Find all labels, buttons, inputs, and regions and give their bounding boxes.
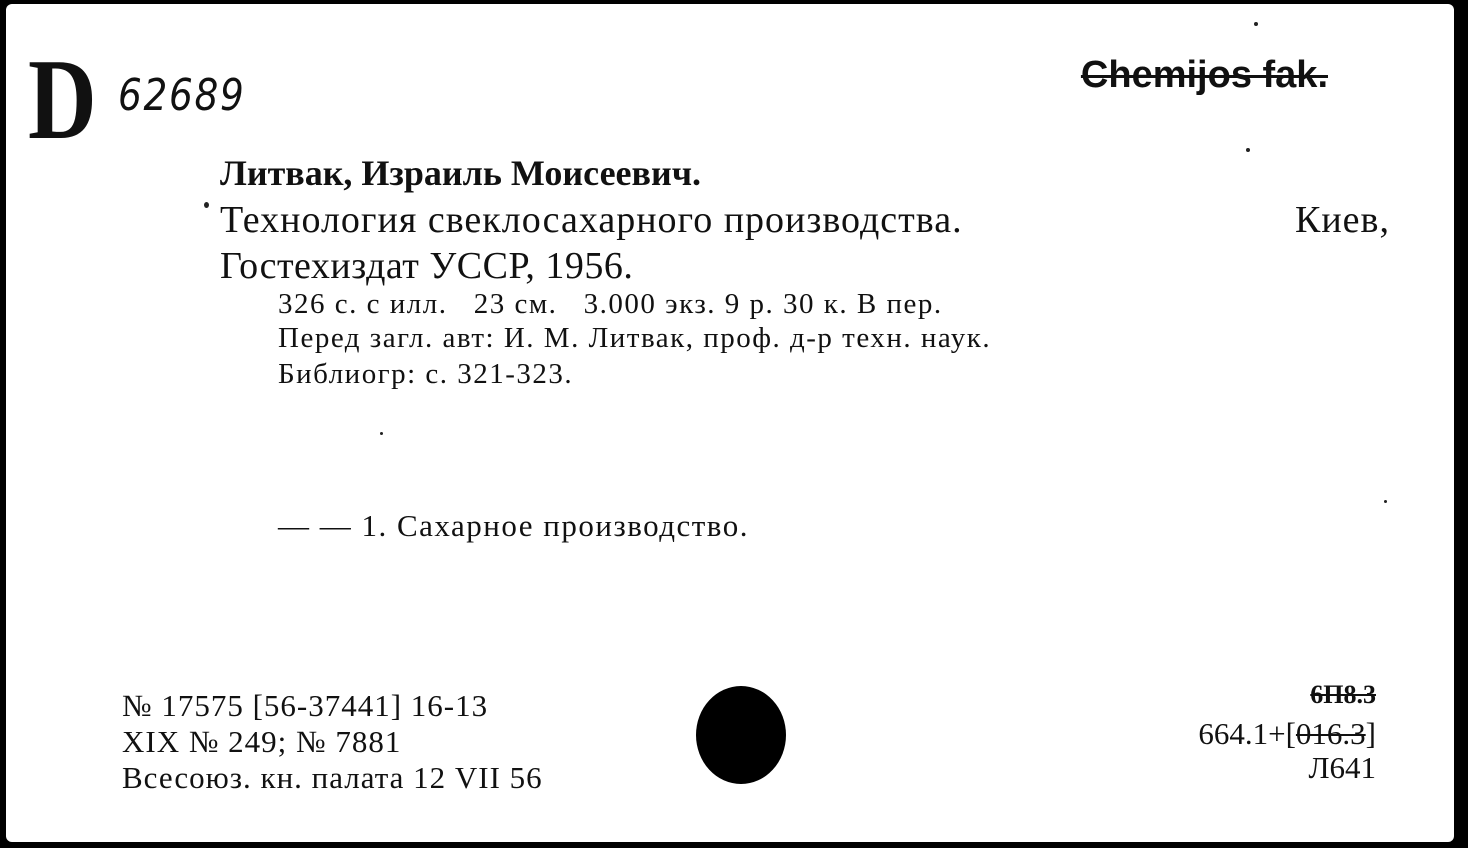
- speck: [204, 202, 209, 208]
- speck: [1384, 500, 1387, 503]
- registry-line-1: № 17575 [56-37441] 16-13: [122, 688, 489, 723]
- punch-hole: [696, 686, 786, 784]
- classification-crossed: 016.3: [1295, 716, 1366, 751]
- handwritten-number: 62689: [118, 70, 246, 121]
- classification-prefix: 664.1+[: [1198, 716, 1296, 751]
- physical-description: 326 с. с илл. 23 см. 3.000 экз. 9 р. 30 к. В пер.: [278, 288, 943, 320]
- speck: [1254, 22, 1258, 26]
- author-heading: Литвак, Израиль Моисеевич.: [220, 153, 702, 193]
- publication-place: Киев,: [1295, 199, 1390, 241]
- shelf-letter: D: [28, 36, 97, 164]
- registry-line-3: Всесоюз. кн. палата 12 VII 56: [122, 760, 543, 795]
- author-mark: Л641: [1308, 750, 1376, 785]
- classification-code: [1198, 716, 1376, 752]
- title-text: Технология свеклосахарного производства.: [220, 199, 963, 241]
- old-classification-code: 6П8.3: [1310, 680, 1376, 709]
- subject-heading: — — 1. Сахарное производство.: [278, 508, 749, 543]
- speck: [1246, 148, 1250, 152]
- catalog-card: [6, 4, 1454, 842]
- old-classification: [1310, 680, 1376, 710]
- speck: [380, 432, 383, 435]
- registry-line-2: XIX № 249; № 7881: [122, 724, 402, 759]
- title-line-2: Гостехиздат УССР, 1956.: [220, 245, 634, 287]
- crossed-stamp: Chemijos fak.: [1080, 54, 1328, 96]
- title-line-1: [220, 198, 1390, 242]
- author-note: Перед загл. авт: И. М. Литвак, проф. д-р техн. наук.: [278, 322, 992, 354]
- bibliography-note: Библиогр: с. 321-323.: [278, 358, 574, 390]
- classification-suffix: ]: [1365, 716, 1376, 751]
